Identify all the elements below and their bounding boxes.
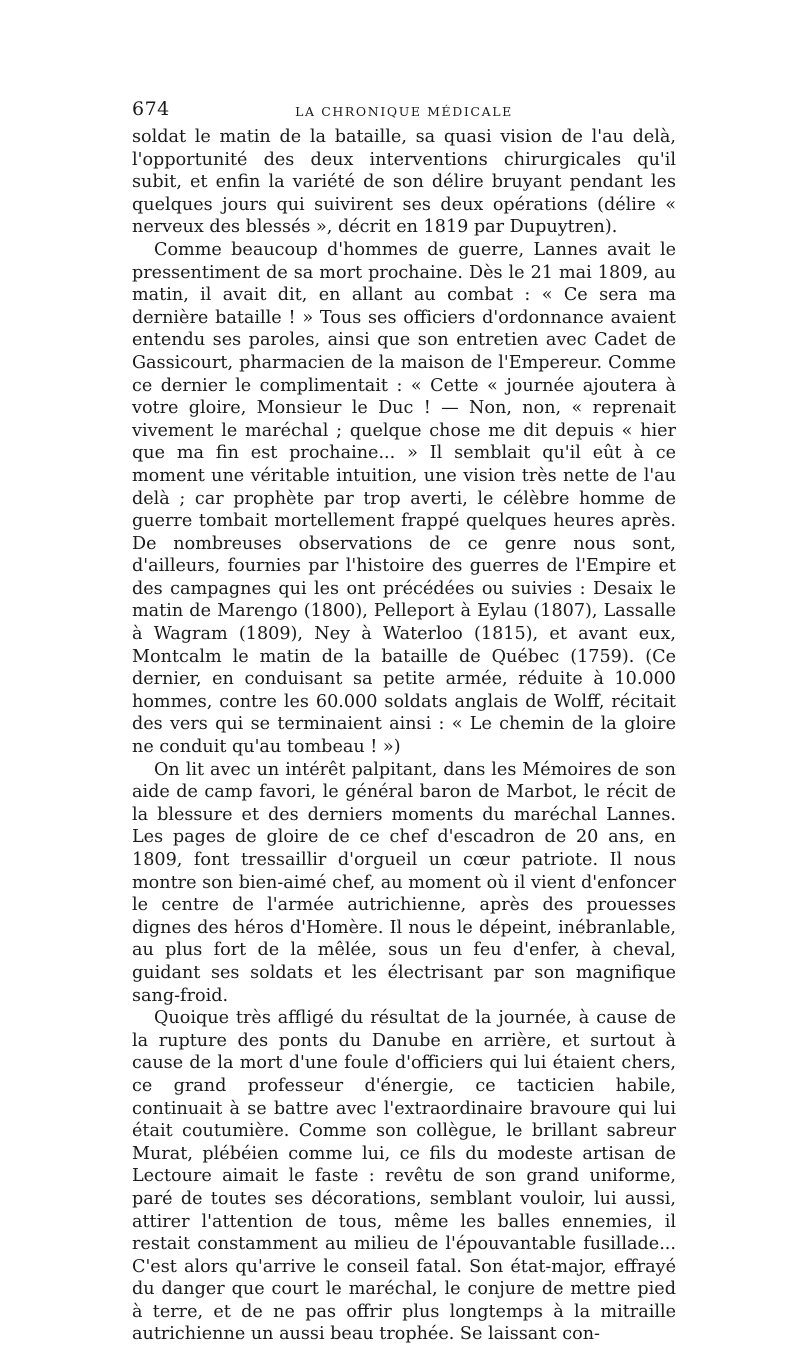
page-header [132,98,676,124]
page-number: 674 [132,98,170,120]
body-text [132,126,676,1346]
paragraph-1: soldat le matin de la bataille, sa quasi vision de l'au delà, l'opportunité des deux interventions chirurgicales qu'il subit, et enfin la variété de son délire bruyant pendant les quelques jours qui suivirent ses deux opérations (délire « nerveux des blessés », décrit en 1819 par Dupuytren). [132,127,676,238]
paragraph-2: Comme beaucoup d'hommes de guerre, Lannes avait le pressentiment de sa mort prochaine. Dès le 21 mai 1809, au matin, il avait dit, en allant au combat : « Ce sera ma dernière bataille ! » Tous ses officiers d'ordonnance avaient entendu ses paroles, ainsi que son entretien avec Cadet de Gassicourt, pharmacien de la maison de l'Empereur. Comme ce dernier le complimentait : « Cette « journée ajoutera à votre gloire, Monsieur le Duc ! — Non, non, « reprenait vivement le maréchal ; quelque chose me dit depuis « hier que ma fin est prochaine... » Il semblait qu'il eût à ce moment une véritable intuition, une vision très nette de l'au delà ; car prophète par trop averti, le célèbre homme de guerre tombait mortellement frappé quelques heures après. De nombreuses observations de ce genre nous sont, d'ailleurs, fournies par l'histoire des guerres de l'Empire et des campagnes qui les ont précédées ou suivies : Desaix le matin de Marengo (1800), Pelleport à Eylau (1807), Lassalle à Wagram (1809), Ney à Waterloo (1815), et avant eux, Montcalm le matin de la bataille de Québec (1759). (Ce dernier, en conduisant sa petite armée, réduite à 10.000 hommes, contre les 60.000 soldats anglais de Wolff, récitait des vers qui se terminaient ainsi : « Le chemin de la gloire ne conduit qu'au tombeau ! ») [132,239,676,758]
book-page [132,98,676,1346]
paragraph-3: On lit avec un intérêt palpitant, dans les Mémoires de son aide de camp favori, le général baron de Marbot, le récit de la blessure et des derniers moments du maréchal Lannes. Les pages de gloire de ce chef d'escadron de 20 ans, en 1809, font tressaillir d'orgueil un cœur patriote. Il nous montre son bien-aimé chef, au moment où il vient d'enfoncer le centre de l'armée autrichienne, après des prouesses dignes des héros d'Homère. Il nous le dépeint, inébranlable, au plus fort de la mêlée, sous un feu d'enfer, à cheval, guidant ses soldats et les électrisant par son magnifique sang-froid. [132,759,676,1006]
paragraph-4: Quoique très affligé du résultat de la journée, à cause de la rupture des ponts du Danube en arrière, et surtout à cause de la mort d'une foule d'officiers qui lui étaient chers, ce grand professeur d'énergie, ce tacticien habile, continuait à se battre avec l'extraordinaire bravoure qui lui était coutumière. Comme son collègue, le brillant sabreur Murat, plébéien comme lui, ce fils du modeste artisan de Lectoure aimait le faste : revêtu de son grand uniforme, paré de toutes ses décorations, semblant vouloir, lui aussi, attirer l'attention de tous, même les balles ennemies, il restait constamment au milieu de l'épouvantable fusillade... C'est alors qu'arrive le conseil fatal. Son état-major, effrayé du danger que court le maréchal, le conjure de mettre pied à terre, et de ne pas offrir plus longtemps à la mitraille autrichienne un aussi beau trophée. Se laissant con- [132,1008,676,1345]
running-head: LA CHRONIQUE MÉDICALE [295,104,513,119]
